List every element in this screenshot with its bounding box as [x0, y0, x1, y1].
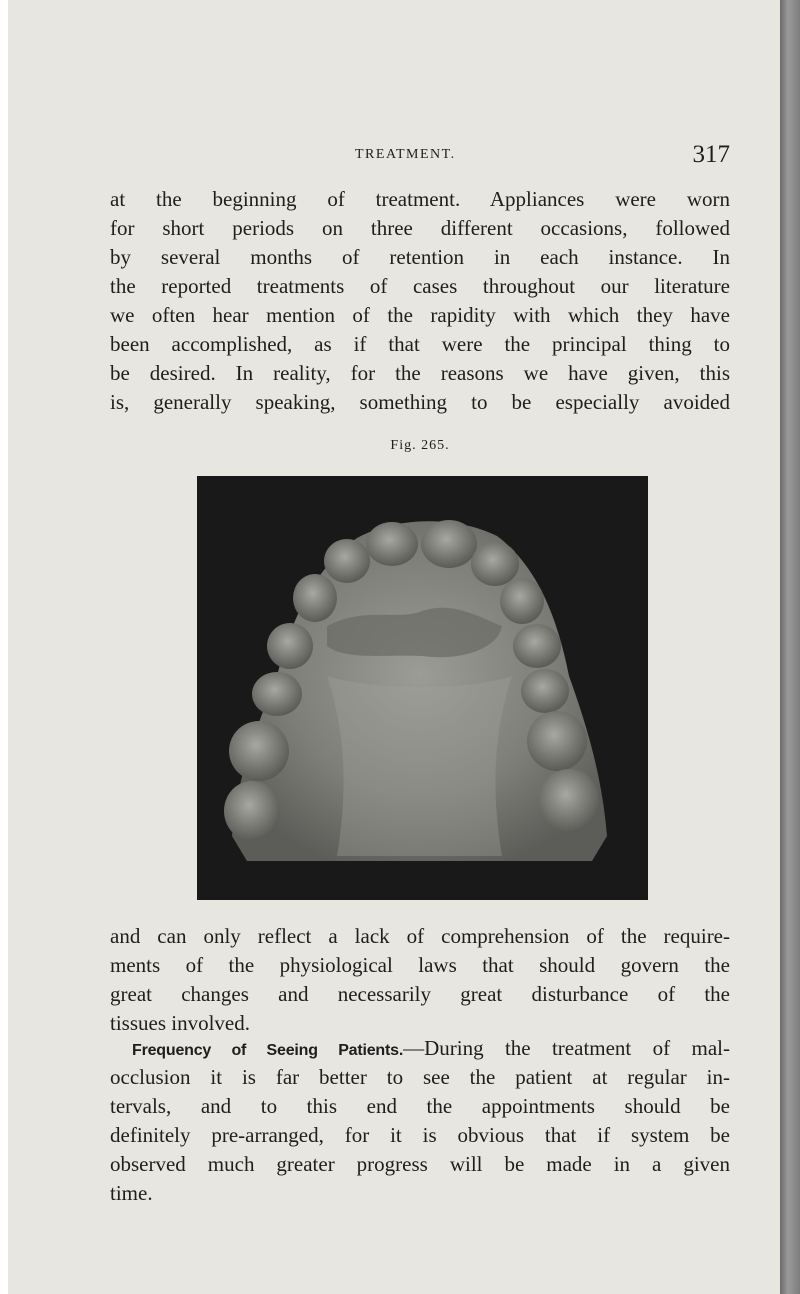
paragraph-conclusion — [110, 922, 730, 1038]
text-line: tervals, and to this end the appointments should be — [110, 1094, 730, 1118]
page-edge-shadow — [780, 0, 800, 1294]
text-line: be desired. In reality, for the reasons we have given, this — [110, 361, 730, 385]
text-line: observed much greater progress will be made in a given — [110, 1152, 730, 1176]
text-line: we often hear mention of the rapidity with which they have — [110, 303, 730, 327]
text-line: at the beginning of treatment. Appliances were worn — [110, 187, 730, 211]
text-line: by several months of retention in each instance. In — [110, 245, 730, 269]
text-line: definitely pre-arranged, for it is obvious that if system be — [110, 1123, 730, 1147]
running-head — [110, 141, 730, 171]
text-line: the reported treatments of cases throughout our literature — [110, 274, 730, 298]
heading-line-text: —During the treatment of mal- — [403, 1036, 730, 1060]
figure-caption: Fig. 265. — [390, 438, 450, 453]
section-side-heading: Frequency of Seeing Patients. — [132, 1042, 404, 1059]
dental-cast-photograph — [197, 476, 648, 900]
running-title: TREATMENT. — [355, 147, 456, 162]
text-line: and can only reflect a lack of comprehension of the require- — [110, 924, 730, 948]
upper-jaw-cast-illustration — [197, 476, 648, 900]
page-number: 317 — [692, 141, 730, 168]
text-line: ments of the physiological laws that should govern the — [110, 953, 730, 977]
text-line: is, generally speaking, something to be especially avoided — [110, 390, 730, 414]
text-line: for short periods on three different occasions, followed — [110, 216, 730, 240]
text-line: occlusion it is far better to see the patient at regular in- — [110, 1065, 730, 1089]
paragraph-frequency — [110, 1034, 730, 1208]
paragraph-continued — [110, 185, 730, 417]
text-line: tissues involved. — [110, 1011, 250, 1035]
text-line: great changes and necessarily great disturbance of the — [110, 982, 730, 1006]
text-line-with-heading — [110, 1034, 730, 1063]
text-line: been accomplished, as if that were the principal thing to — [110, 332, 730, 356]
text-line: time. — [110, 1181, 153, 1205]
